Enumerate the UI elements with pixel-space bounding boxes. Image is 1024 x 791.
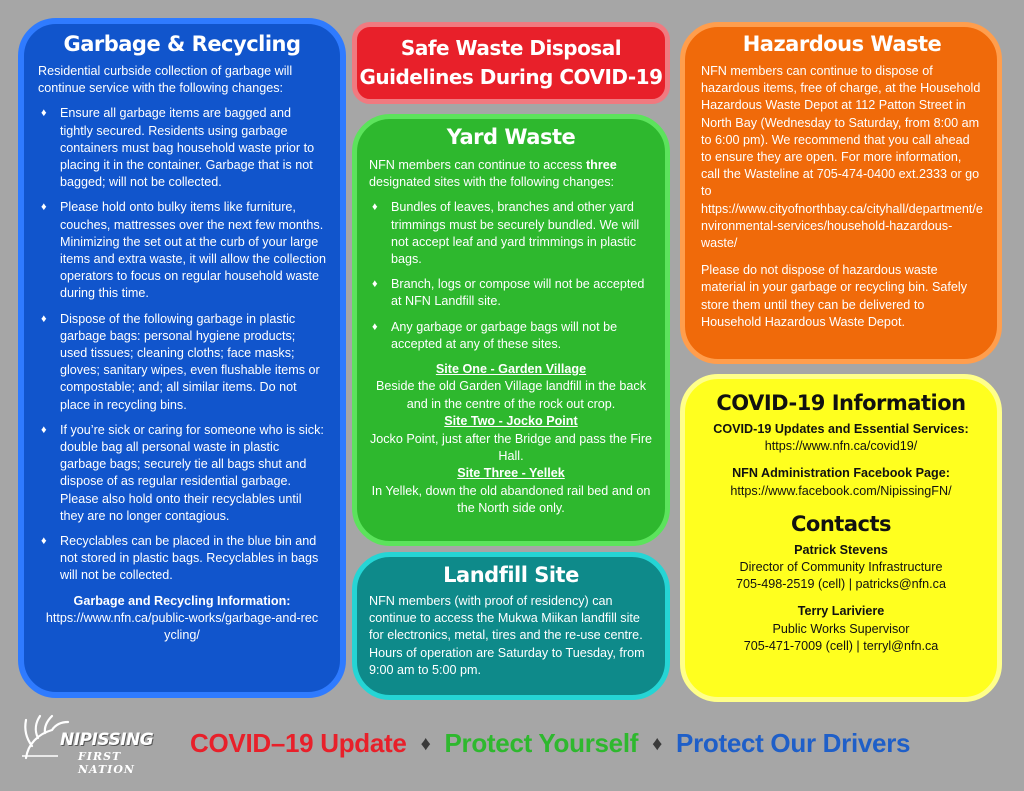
yard-waste-panel: [352, 114, 670, 546]
contact-phone-email[interactable]: 705-471-7009 (cell) | terryl@nfn.ca: [743, 638, 939, 653]
contact-name: Patrick Stevens: [794, 542, 888, 557]
garbage-bullet-list: [38, 105, 326, 584]
diamond-separator-icon: ♦: [420, 733, 431, 755]
landfill-title: Landfill Site: [443, 563, 579, 587]
list-item: ♦ Ensure all garbage items are bagged and tightly secured. Residents using garbage containers must bag household waste prior to placing it in the container. Garbage that is not bagged; will not be collected.: [41, 106, 315, 190]
yard-sites: [369, 361, 653, 518]
site-three-name: Site Three - Yellek: [457, 466, 565, 481]
contact-name: Terry Lariviere: [797, 604, 885, 619]
hazard-title: Hazardous Waste: [742, 32, 942, 56]
garbage-info-heading: Garbage and Recycling Information:: [73, 593, 291, 608]
diamond-bullet-icon: ♦: [41, 312, 47, 325]
list-item: ♦ Recyclables can be placed in the blue bin and not stored in plastic bags. Recyclables in bags will not be collected.: [41, 534, 319, 583]
covid-fb-heading: NFN Administration Facebook Page:: [732, 466, 950, 481]
diamond-bullet-icon: ♦: [41, 423, 47, 436]
tagline-protect-yourself: Protect Yourself: [444, 728, 639, 758]
diamond-bullet-icon: ♦: [41, 535, 47, 548]
contact-role: Director of Community Infrastructure: [739, 560, 943, 575]
site-two-name: Site Two - Jocko Point: [444, 414, 578, 429]
tagline: [190, 728, 910, 759]
list-item: ♦ If you’re sick or caring for someone who is sick: double bag all personal waste in plastic garbage bags; securely tie all bags shut and dispose of as regular residential garbage. Please also hold onto their recyclables until they are no longer contagious.: [41, 422, 324, 523]
page-title-line1: Safe Waste Disposal: [400, 36, 622, 60]
page-title-line2: Guidelines During COVID-19: [359, 65, 663, 89]
diamond-bullet-icon: ♦: [372, 278, 378, 291]
covid-updates-link[interactable]: https://www.nfn.ca/covid19/: [764, 439, 918, 454]
garbage-info-link[interactable]: https://www.nfn.ca/public-works/garbage-and-recycling/: [45, 610, 319, 643]
garbage-intro: Residential curbside collection of garbage will continue service with the following changes:: [38, 64, 293, 96]
diamond-bullet-icon: ♦: [41, 201, 47, 214]
hazardous-waste-panel: [680, 22, 1002, 364]
list-item: ♦ Bundles of leaves, branches and other yard trimmings must be securely bundled. We will not accept leaf and yard trimmings in plastic bags.: [372, 200, 640, 267]
site-three-desc: In Yellek, down the old abandoned rail bed and on the North side only.: [371, 483, 651, 516]
logo-name: NIPISSING: [60, 730, 154, 750]
page-title-box: [352, 22, 670, 104]
contacts-title: Contacts: [791, 511, 891, 536]
logo-subtitle: FIRST NATION: [78, 750, 135, 776]
landfill-panel: [352, 552, 670, 700]
diamond-bullet-icon: ♦: [372, 320, 378, 333]
covid-info-panel: [680, 374, 1002, 702]
diamond-bullet-icon: ♦: [41, 107, 47, 120]
list-item: ♦ Please hold onto bulky items like furniture, couches, mattresses over the next few months. Minimizing the set out at the curb of your large items and extra waste, it will allow the collection operators to focus on regular household waste during this time.: [41, 200, 326, 301]
tagline-protect-drivers: Protect Our Drivers: [676, 728, 911, 758]
covid-title: COVID-19 Information: [716, 391, 966, 415]
yard-bullet-list: [369, 199, 653, 353]
contact-role: Public Works Supervisor: [772, 621, 910, 636]
yard-title: Yard Waste: [446, 125, 576, 149]
site-two-desc: Jocko Point, just after the Bridge and pass the Fire Hall.: [369, 431, 653, 464]
list-item: ♦ Any garbage or garbage bags will not be accepted at any of these sites.: [372, 319, 618, 351]
garbage-recycling-panel: [18, 18, 346, 698]
covid-fb-link[interactable]: https://www.facebook.com/NipissingFN/: [730, 483, 952, 498]
list-item: ♦ Branch, logs or compose will not be accepted at NFN Landfill site.: [372, 277, 645, 309]
hazard-para2: Please do not dispose of hazardous waste material in your garbage or recycling bin. Safely store them until they can be delivered to Household Hazardous Waste Depot.: [701, 263, 967, 329]
covid-updates-heading: COVID-19 Updates and Essential Services:: [713, 422, 969, 436]
hazard-para1: NFN members can continue to dispose of hazardous items, free of charge, at the Household Hazardous Waste Depot at 112 Patton Street in North Bay (Wednesday to Saturday, from 8:00 am to 6:00 pm). We recommend that you call ahead to ensure they are open. For more information, call the Wasteline at 705-474-0400 ext.2333 or go to https://www.cityofnorthbay.ca/cityhall/department/environmental-services/household-hazardous-waste/: [701, 64, 983, 251]
landfill-text: NFN members (with proof of residency) can continue to access the Mukwa Miikan landfill site for electronics, metal, tires and the re-use centre. Hours of operation are Saturday to Tuesday, from 9:00 am to 5:00 pm.: [369, 594, 645, 677]
footer: [18, 706, 1008, 784]
garbage-title: Garbage & Recycling: [63, 32, 301, 56]
diamond-bullet-icon: ♦: [372, 201, 378, 214]
nipissing-logo: [18, 708, 178, 776]
list-item: ♦ Dispose of the following garbage in plastic garbage bags: personal hygiene products; used tissues; cleaning cloths; face masks; gloves; sanitary wipes, even flushable items or compostable; and; all similar items. Do not place in recycling bins.: [41, 311, 320, 412]
diamond-separator-icon: ♦: [652, 733, 663, 755]
yard-intro: NFN members can continue to access three designated sites with the following changes:: [369, 158, 617, 190]
site-one-name: Site One - Garden Village: [435, 362, 587, 377]
tagline-covid-update: COVID–19 Update: [190, 728, 407, 758]
site-one-desc: Beside the old Garden Village landfill in the back and in the centre of the rock out crop.: [375, 379, 646, 411]
contact-phone-email[interactable]: 705-498-2519 (cell) | patricks@nfn.ca: [736, 577, 946, 592]
